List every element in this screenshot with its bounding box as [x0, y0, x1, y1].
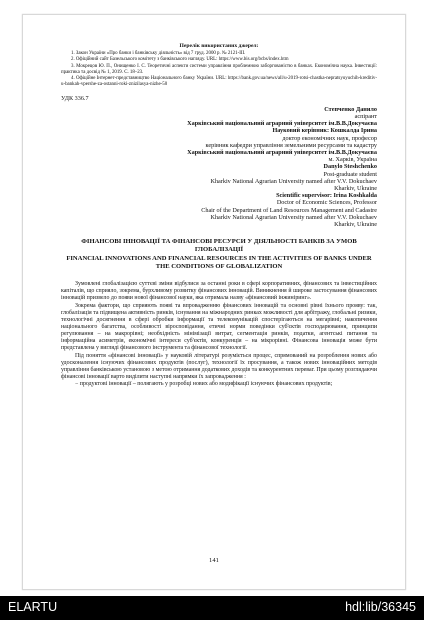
supervisor-degree-en: Doctor of Economic Sciences, Professor	[276, 199, 377, 207]
supervisor-position-ua: керівник кафедри управління земельними ресурсами та кадастру	[205, 141, 377, 149]
footer-bar	[0, 596, 424, 620]
supervisor-ua: Науковий керівник: Кошкалда Ірина	[272, 127, 377, 135]
author-org-ua: Харківський національний аграрний університет ім.В.В.Докучаєва	[187, 120, 377, 128]
reference-item: 3. Мокрецов Ю. П., Онищенко І. С. Теоретичні аспекти системи управління проблемною заборгованістю в банках. Економічна наука. Інвестиції: практика та досвід № 1, 2019. С. 18–23.	[61, 63, 377, 75]
author-role-en: Post-graduate student	[323, 170, 377, 178]
city-en: Kharkiv, Ukraine	[334, 185, 377, 193]
article-title-en: FINANCIAL INNOVATIONS AND FINANCIAL RESOURCES IN THE ACTIVITIES OF BANKS UNDER THE CONDITIONS OF GLOBALIZATION	[66, 254, 372, 270]
supervisor-position-en: Chair of the Department of Land Resources Management and Cadastre	[201, 206, 377, 214]
city2-en: Kharkiv, Ukraine	[334, 221, 377, 229]
author-org-en: Kharkiv National Agrarian University named after V.V. Dokuchaev	[210, 177, 377, 185]
handle-label: hdl:lib/36345	[345, 600, 416, 614]
supervisor-org-en: Kharkiv National Agrarian University named after V.V. Dokuchaev	[210, 213, 377, 221]
page-number: 141	[209, 557, 219, 564]
body-paragraph: Зумовлені глобалізацією суттєві зміни відбулися за останні роки в сфері корпоративних, фінансових та інвестиційних капіталів, що сприяло, зокрема, бурхливому розвитку фінансових інновацій. Виникнення й широке застосування фінансових інновацій призвело до появи нової фінансової науки, яка отримала назву «фінансовий інжиніринг».	[61, 281, 377, 302]
article-titles	[61, 238, 377, 271]
author-name-ua: Степченко Данило	[324, 105, 377, 113]
article-title-ua: ФІНАНСОВІ ІННОВАЦІЇ ТА ФІНАНСОВІ РЕСУРСИ У ДІЯЛЬНОСТІ БАНКІВ ЗА УМОВ ГЛОБАЛІЗАЦІЇ	[81, 238, 357, 254]
city-ua: м. Харків, Україна	[328, 156, 377, 164]
body-paragraph: − продуктові інновації – полягають у розробці нових або модифікації існуючих фінансових продуктів;	[75, 381, 333, 388]
udc-code: УДК 336.7	[61, 94, 89, 102]
author-name-en: Danylo Steshchenko	[323, 163, 377, 171]
supervisor-degree-ua: доктор економічних наук, професор	[282, 134, 377, 142]
repository-label: ELARTU	[8, 600, 58, 614]
reference-item: 2. Офіційний сайт Базельського комітету з банківського нагляду. URL: https://www.bis.org/bcbs/index.htm	[71, 57, 289, 63]
author-role-ua: аспірант	[354, 112, 377, 120]
body-paragraph: Під поняття «фінансові інновації» у науковій літературі розуміється процес, спрямований на розроблення нових або удосконалення існуючих фінансових продуктів (послуг), технології їх просування, а також нових інноваційних методів управління банківською установою з метою отримання додаткових доходів та конкурентних переваг. При цьому розглядаючи фінансові інновації варто виділити наступні напрямки їх запровадження :	[61, 352, 377, 381]
reference-item: 1. Закон України «Про банки і банківську діяльність» від 7 груд. 2000 р. № 2121-III.	[71, 51, 246, 56]
author-block	[61, 106, 377, 228]
supervisor-org-ua: Харківський національний аграрний університет ім.В.В.Докучаєва	[187, 149, 377, 156]
references-title: Перелік використаних джерел:	[179, 43, 259, 49]
page-content	[61, 43, 377, 388]
supervisor-en: Scientific supervisor: Irina Koshkalda	[276, 192, 377, 200]
reference-item: 4. Офіційне Інтернет-представництво Національного банку України. URL: https://bank.gov.ua/news/all/u-2019-rotsi-chastka-nepratsyuyuchih-kreditiv-u-bankah-vpershe-za-ostanni-roki-znizilasya-nizhe-50	[61, 76, 377, 88]
body-paragraph: Зокрема фактори, що сприяють появі та впровадженню фінансових інновацій та основні рівні їхнього прояву: так, глобалізація та підвищена активність ринків, існування на міжнародних ринках можливості для арбітражу, глобальні ризики, технологічні досягнення в сфері обробки інформації та телекомунікацій спостерігаються на мегарівні; накопичення національного багатства, особливості віросповідання, етичні норми поведінки суб'єктів господарювання, принципи регулювання – на макрорівні; необхідність мінімізації витрат, сегментація ринків, податки, агентські питання та інформаційна асиметрія, економічні інтереси суб'єктів, конкуренція – на мікрорівні. Фінансова інновація може бути представлена у вигляді фінансового інструмента та фінансової технології.	[61, 302, 377, 352]
document-page	[22, 14, 406, 590]
